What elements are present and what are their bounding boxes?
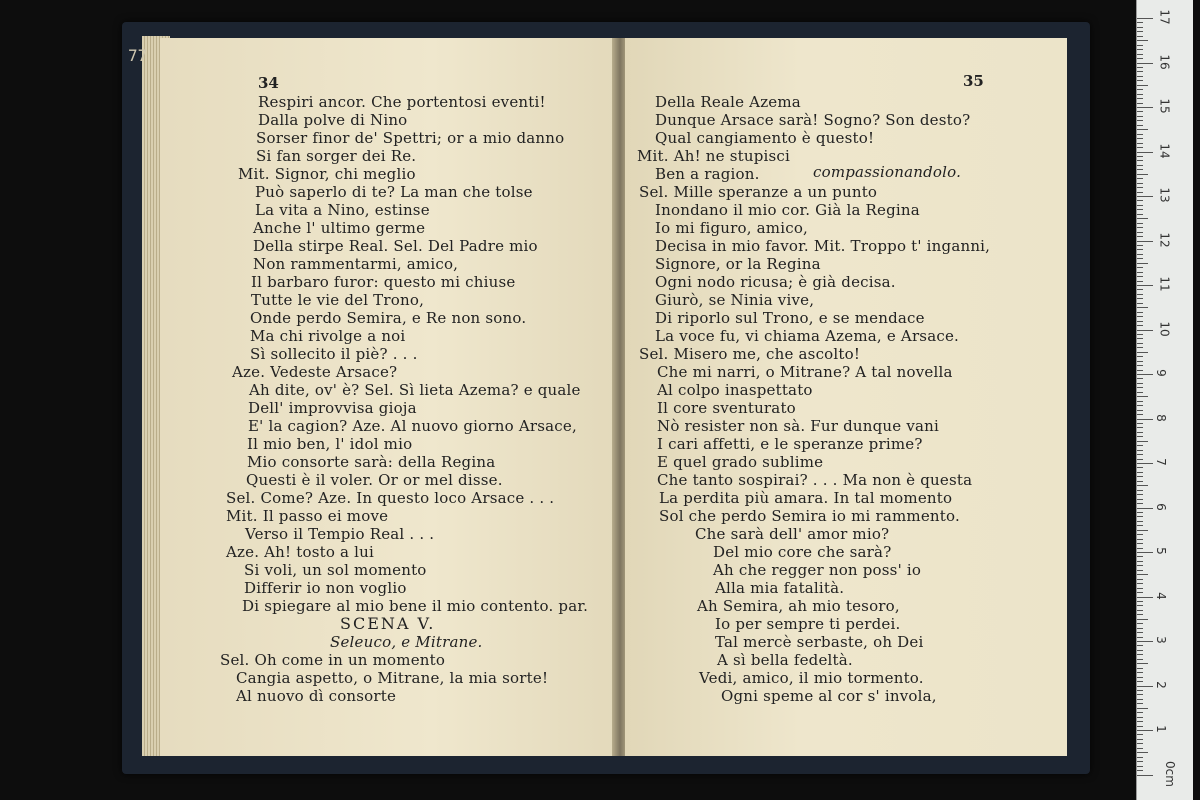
ruler-tick: [1137, 672, 1143, 673]
ruler-tick: [1137, 712, 1143, 713]
left-page: [160, 38, 615, 756]
ruler-tick: [1137, 463, 1153, 464]
ruler-tick: [1137, 641, 1153, 642]
ruler-tick: [1137, 147, 1143, 148]
ruler-tick: [1137, 383, 1143, 384]
ruler-tick: [1137, 27, 1143, 28]
text-line: Della stirpe Real. Sel. Del Padre mio: [253, 237, 538, 255]
ruler-tick: [1137, 174, 1148, 175]
ruler-tick: [1137, 285, 1153, 286]
text-line: Mit. Ah! ne stupisci: [637, 147, 790, 165]
ruler-tick: [1137, 570, 1143, 571]
ruler-tick: [1137, 650, 1143, 651]
ruler-tick: [1137, 757, 1143, 758]
ruler-tick: [1137, 245, 1143, 246]
ruler-tick: [1137, 775, 1153, 776]
ruler-tick: [1137, 472, 1143, 473]
ruler-tick: [1137, 107, 1153, 108]
text-line: I cari affetti, e le speranze prime?: [657, 435, 923, 453]
ruler-tick: [1137, 85, 1148, 86]
ruler-tick: [1137, 628, 1143, 629]
ruler-tick: [1137, 316, 1143, 317]
ruler-tick: [1137, 120, 1143, 121]
ruler-tick: [1137, 378, 1143, 379]
ruler-number: 12: [1157, 231, 1172, 248]
ruler-tick: [1137, 223, 1143, 224]
ruler-tick: [1137, 165, 1143, 166]
text-line: La vita a Nino, estinse: [255, 201, 430, 219]
ruler-tick: [1137, 605, 1143, 606]
text-line: Sel. Come? Aze. In questo loco Arsace . . .: [226, 489, 555, 507]
ruler-tick: [1137, 427, 1143, 428]
ruler-tick: [1137, 516, 1143, 517]
ruler-tick: [1137, 668, 1143, 669]
text-line: Della Reale Azema: [655, 93, 801, 111]
text-line: Di spiegare al mio bene il mio contento. par.: [242, 597, 589, 615]
ruler-tick: [1137, 681, 1143, 682]
text-line: Sel. Oh come in un momento: [220, 651, 446, 669]
ruler-tick: [1137, 419, 1153, 420]
ruler-tick: [1137, 436, 1143, 437]
ruler-tick: [1137, 490, 1143, 491]
ruler-tick: [1137, 645, 1143, 646]
text-line: Mit. Il passo ei move: [226, 507, 389, 525]
ruler-tick: [1137, 232, 1143, 233]
text-line: Ah Semira, ah mio tesoro,: [697, 597, 900, 615]
text-line: Respiri ancor. Che portentosi eventi!: [258, 93, 546, 111]
text-line: La perdita più amara. In tal momento: [659, 489, 953, 507]
ruler-tick: [1137, 423, 1143, 424]
ruler-tick: [1137, 556, 1143, 557]
scene-characters: Seleuco, e Mitrane.: [330, 633, 483, 651]
ruler-tick: [1137, 338, 1143, 339]
ruler-number: 13: [1157, 187, 1172, 203]
ruler-tick: [1137, 218, 1148, 219]
ruler-tick: [1137, 330, 1153, 331]
ruler-tick: [1137, 325, 1143, 326]
ruler-tick: [1137, 485, 1148, 486]
ruler-tick: [1137, 721, 1143, 722]
ruler-tick: [1137, 623, 1143, 624]
ruler-tick: [1137, 766, 1143, 767]
ruler-tick: [1137, 743, 1143, 744]
ruler-tick: [1137, 686, 1153, 687]
ruler-tick: [1137, 601, 1143, 602]
ruler-tick: [1137, 94, 1143, 95]
ruler-tick: [1137, 521, 1143, 522]
text-line: Sel. Mille speranze a un punto: [639, 183, 878, 201]
ruler-tick: [1137, 619, 1148, 620]
ruler-tick: [1137, 539, 1143, 540]
ruler-tick: [1137, 445, 1143, 446]
ruler-tick: [1137, 200, 1143, 201]
ruler-tick: [1137, 249, 1143, 250]
text-line: Vedi, amico, il mio tormento.: [699, 669, 924, 687]
ruler-tick: [1137, 748, 1143, 749]
ruler-number: 9: [1153, 369, 1168, 377]
ruler-tick: [1137, 80, 1143, 81]
ruler-tick: [1137, 45, 1143, 46]
corner-mark: 77: [128, 46, 148, 65]
ruler-tick: [1137, 717, 1143, 718]
ruler-tick: [1137, 530, 1148, 531]
right-page: [625, 38, 1067, 756]
ruler-tick: [1137, 574, 1148, 575]
text-line: Si voli, un sol momento: [244, 561, 427, 579]
ruler-tick: [1137, 241, 1153, 242]
text-line: Il barbaro furor: questo mi chiuse: [251, 273, 516, 291]
text-line: Alla mia fatalità.: [715, 579, 845, 597]
ruler-tick: [1137, 36, 1143, 37]
ruler-number: 2: [1153, 680, 1168, 689]
text-line: Che sarà dell' amor mio?: [695, 525, 890, 543]
ruler-tick: [1137, 659, 1143, 660]
text-line: Sorser finor de' Spettri; or a mio danno: [256, 129, 565, 147]
ruler-tick: [1137, 525, 1143, 526]
ruler-tick: [1137, 739, 1143, 740]
text-line: Anche l' ultimo germe: [253, 219, 426, 237]
ruler-tick: [1137, 307, 1148, 308]
ruler-tick: [1137, 370, 1143, 371]
text-line: E quel grado sublime: [657, 453, 824, 471]
ruler-tick: [1137, 752, 1148, 753]
ruler-tick: [1137, 214, 1143, 215]
ruler-tick: [1137, 503, 1143, 504]
ruler-tick: [1137, 387, 1143, 388]
ruler-tick: [1137, 22, 1143, 23]
ruler-tick: [1137, 690, 1143, 691]
ruler-tick: [1137, 103, 1143, 104]
ruler-tick: [1137, 272, 1143, 273]
ruler-tick: [1137, 49, 1143, 50]
text-line: Verso il Tempio Real . . .: [245, 525, 435, 543]
ruler-tick: [1137, 543, 1143, 544]
ruler-tick: [1137, 392, 1143, 393]
ruler-tick: [1137, 236, 1143, 237]
ruler-tick: [1137, 552, 1153, 553]
ruler-number: 8: [1153, 413, 1168, 422]
ruler-tick: [1137, 125, 1143, 126]
ruler-tick: [1137, 583, 1143, 584]
page-number-left: 34: [258, 74, 279, 92]
ruler-tick: [1137, 343, 1143, 344]
text-line: Si fan sorger dei Re.: [256, 147, 417, 165]
ruler-tick: [1137, 98, 1143, 99]
ruler-tick: [1137, 321, 1143, 322]
ruler-tick: [1137, 734, 1143, 735]
ruler-tick: [1137, 396, 1148, 397]
text-line: Ben a ragion.: [655, 165, 760, 183]
ruler-tick: [1137, 138, 1143, 139]
ruler-tick: [1137, 494, 1143, 495]
ruler-tick: [1137, 677, 1143, 678]
text-line: Ah che regger non poss' io: [713, 561, 922, 579]
ruler-tick: [1137, 699, 1143, 700]
text-line: Signore, or la Regina: [655, 255, 821, 273]
ruler-number: 3: [1153, 636, 1168, 644]
ruler-tick: [1137, 761, 1143, 762]
ruler-tick: [1137, 143, 1143, 144]
text-line: Dalla polve di Nino: [258, 111, 408, 129]
text-line: Può saperlo di te? La man che tolse: [255, 183, 533, 201]
ruler-tick: [1137, 58, 1143, 59]
ruler-tick: [1137, 365, 1143, 366]
ruler-tick: [1137, 263, 1148, 264]
text-line: Ogni nodo ricusa; è già decisa.: [655, 273, 896, 291]
ruler-tick: [1137, 160, 1143, 161]
ruler-tick: [1137, 187, 1143, 188]
text-line: Tal mercè serbaste, oh Dei: [715, 633, 924, 651]
text-line: Sì sollecito il piè? . . .: [250, 345, 418, 363]
ruler-tick: [1137, 276, 1143, 277]
ruler-tick: [1137, 258, 1143, 259]
ruler-tick: [1137, 71, 1143, 72]
ruler-tick: [1137, 352, 1148, 353]
text-line: Decisa in mio favor. Mit. Troppo t' inganni,: [655, 237, 991, 255]
ruler-number: 16: [1157, 53, 1172, 70]
text-line: Al nuovo dì consorte: [236, 687, 397, 705]
ruler-tick: [1137, 192, 1143, 193]
text-line: Sol che perdo Semira io mi rammento.: [659, 507, 960, 525]
ruler-tick: [1137, 441, 1148, 442]
ruler-tick: [1137, 205, 1143, 206]
ruler-tick: [1137, 116, 1143, 117]
ruler-tick: [1137, 548, 1143, 549]
ruler-tick: [1137, 726, 1143, 727]
text-line: Onde perdo Semira, e Re non sono.: [250, 309, 527, 327]
ruler-tick: [1137, 467, 1143, 468]
ruler-tick: [1137, 632, 1143, 633]
ruler-tick: [1137, 18, 1153, 19]
ruler-tick: [1137, 67, 1143, 68]
text-line: La voce fu, vi chiama Azema, e Arsace.: [655, 327, 959, 345]
ruler-tick: [1137, 405, 1143, 406]
ruler-tick: [1137, 414, 1143, 415]
ruler-tick: [1137, 597, 1153, 598]
text-line: Il core sventurato: [657, 399, 796, 417]
ruler-tick: [1137, 432, 1143, 433]
ruler-number: 17: [1157, 9, 1172, 25]
ruler-tick: [1137, 31, 1143, 32]
ruler-tick: [1137, 579, 1143, 580]
ruler-number: 11: [1157, 276, 1172, 292]
ruler-tick: [1137, 178, 1143, 179]
ruler-number: 10: [1157, 320, 1172, 337]
ruler-tick: [1137, 196, 1153, 197]
ruler-number: 15: [1157, 98, 1172, 114]
ruler-tick: [1137, 663, 1148, 664]
text-line: Nò resister non sà. Fur dunque vani: [657, 417, 940, 435]
ruler-tick: [1137, 703, 1143, 704]
text-line: Che mi narri, o Mitrane? A tal novella: [657, 363, 953, 381]
ruler-tick: [1137, 254, 1143, 255]
ruler-number: 5: [1153, 547, 1168, 555]
text-line: Al colpo inaspettato: [657, 381, 813, 399]
stage-direction: compassionandolo.: [813, 163, 962, 181]
ruler-number: 14: [1157, 142, 1172, 159]
ruler-number: 7: [1153, 458, 1168, 466]
text-line: Che tanto sospirai? . . . Ma non è questa: [657, 471, 973, 489]
ruler-tick: [1137, 334, 1143, 335]
text-line: Dell' improvvisa gioja: [248, 399, 417, 417]
ruler-tick: [1137, 129, 1148, 130]
ruler-tick: [1137, 401, 1143, 402]
ruler-tick: [1137, 476, 1143, 477]
ruler-tick: [1137, 294, 1143, 295]
ruler-tick: [1137, 89, 1143, 90]
text-line: Del mio core che sarà?: [713, 543, 892, 561]
text-line: Giurò, se Ninia vive,: [655, 291, 815, 309]
measuring-ruler: [1136, 0, 1193, 800]
text-line: Il mio ben, l' idol mio: [247, 435, 413, 453]
ruler-tick: [1137, 499, 1143, 500]
ruler-tick: [1137, 303, 1143, 304]
ruler-tick: [1137, 654, 1143, 655]
ruler-tick: [1137, 410, 1143, 411]
text-line: Ah dite, ov' è? Sel. Sì lieta Azema? e quale: [249, 381, 581, 399]
ruler-tick: [1137, 209, 1143, 210]
ruler-tick: [1137, 111, 1143, 112]
ruler-tick: [1137, 281, 1143, 282]
ruler-tick: [1137, 592, 1143, 593]
text-line: Aze. Ah! tosto a lui: [226, 543, 374, 561]
ruler-tick: [1137, 561, 1143, 562]
text-line: Ogni speme al cor s' invola,: [721, 687, 937, 705]
text-line: Io per sempre ti perdei.: [715, 615, 901, 633]
ruler-tick: [1137, 512, 1143, 513]
text-line: Ma chi rivolge a noi: [250, 327, 406, 345]
ruler-tick: [1137, 481, 1143, 482]
ruler-tick: [1137, 54, 1143, 55]
ruler-tick: [1137, 267, 1143, 268]
ruler-tick: [1137, 450, 1143, 451]
text-line: Questi è il voler. Or or mel disse.: [246, 471, 503, 489]
ruler-tick: [1137, 708, 1148, 709]
ruler-tick: [1137, 169, 1143, 170]
ruler-tick: [1137, 610, 1143, 611]
ruler-tick: [1137, 40, 1148, 41]
ruler-tick: [1137, 134, 1143, 135]
ruler-tick: [1137, 312, 1143, 313]
ruler-number: 6: [1153, 502, 1168, 511]
text-line: E' la cagion? Aze. Al nuovo giorno Arsace,: [248, 417, 577, 435]
ruler-tick: [1137, 614, 1143, 615]
ruler-tick: [1137, 356, 1143, 357]
ruler-tick: [1137, 156, 1143, 157]
text-line: Io mi figuro, amico,: [655, 219, 809, 237]
text-line: Aze. Vedeste Arsace?: [232, 363, 398, 381]
ruler-number: 4: [1153, 591, 1168, 600]
text-line: Differir io non voglio: [244, 579, 407, 597]
text-line: Qual cangiamento è questo!: [655, 129, 875, 147]
text-line: Non rammentarmi, amico,: [253, 255, 459, 273]
ruler-tick: [1137, 459, 1143, 460]
ruler-tick: [1137, 361, 1143, 362]
text-line: Cangia aspetto, o Mitrane, la mia sorte!: [236, 669, 549, 687]
ruler-tick: [1137, 183, 1143, 184]
ruler-tick: [1137, 152, 1153, 153]
ruler-tick: [1137, 637, 1143, 638]
text-line: Mio consorte sarà: della Regina: [247, 453, 496, 471]
ruler-tick: [1137, 730, 1153, 731]
ruler-tick: [1137, 76, 1143, 77]
ruler-tick: [1137, 289, 1143, 290]
ruler-tick: [1137, 347, 1143, 348]
text-line: Dunque Arsace sarà! Sogno? Son desto?: [655, 111, 971, 129]
text-line: Tutte le vie del Trono,: [251, 291, 425, 309]
ruler-tick: [1137, 565, 1143, 566]
ruler-tick: [1137, 454, 1143, 455]
scene-title: SCENA V.: [340, 614, 436, 633]
text-line: A sì bella fedeltà.: [717, 651, 853, 669]
ruler-tick: [1137, 588, 1143, 589]
ruler-tick: [1137, 534, 1143, 535]
ruler-number: 0cm: [1162, 760, 1177, 787]
text-line: Di riporlo sul Trono, e se mendace: [655, 309, 925, 327]
ruler-tick: [1137, 694, 1143, 695]
ruler-tick: [1137, 298, 1143, 299]
text-line: Sel. Misero me, che ascolto!: [639, 345, 861, 363]
text-line: Mit. Signor, chi meglio: [238, 165, 416, 183]
ruler-tick: [1137, 770, 1143, 771]
ruler-tick: [1137, 227, 1143, 228]
text-line: Inondano il mio cor. Già la Regina: [655, 201, 920, 219]
ruler-tick: [1137, 63, 1153, 64]
ruler-tick: [1137, 508, 1153, 509]
ruler-tick: [1137, 374, 1153, 375]
page-number-right: 35: [963, 72, 984, 90]
ruler-number: 1: [1153, 725, 1168, 733]
